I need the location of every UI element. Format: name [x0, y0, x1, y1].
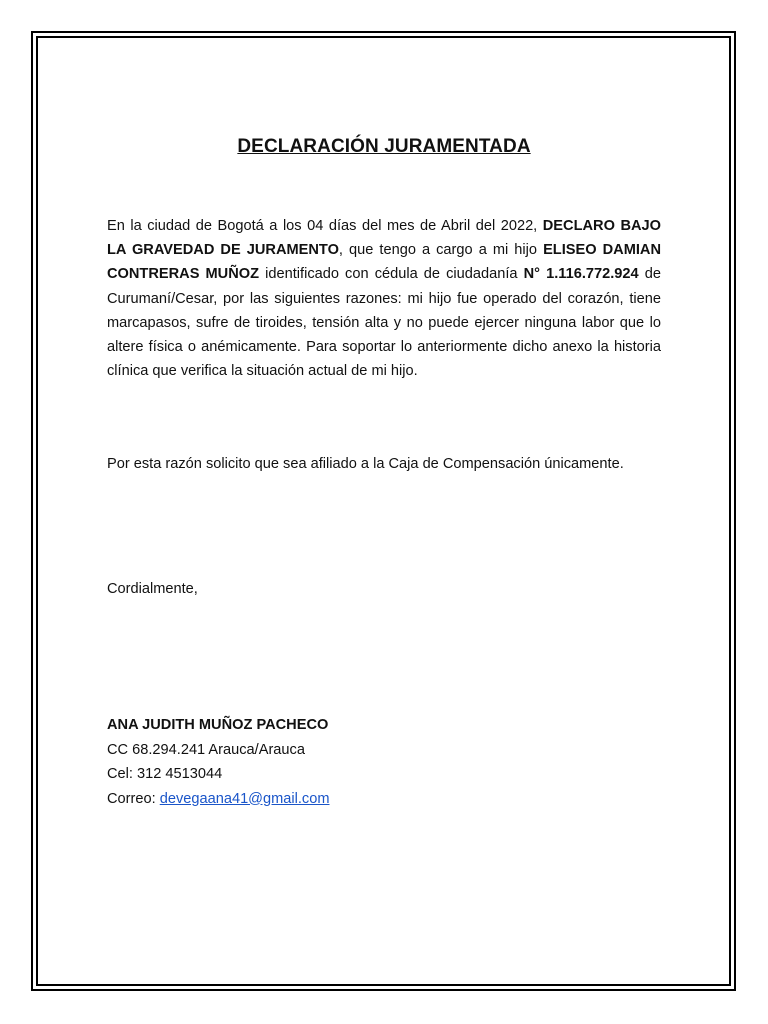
paragraph-text-4: de Curumaní/Cesar, por las siguientes razones: mi hijo fue operado del corazón, tiene marcapasos, sufre de tiroides, tensión alta y no puede ejercer ninguna labor que lo altere física o anémicamente. Para soportar lo anteriormente dicho anexo la historia clínica que verifica la situación actual de mi hijo. — [107, 266, 661, 380]
paragraph-bold-id-number: N° 1.116.772.924 — [523, 266, 639, 283]
page-border-inner — [36, 36, 731, 986]
paragraph-bold-son-name: ELISEO DAMIAN CONTRERAS MUÑOZ — [107, 242, 661, 283]
paragraph-text-1: En la ciudad de Bogotá a los 04 días del mes de Abril del 2022, — [107, 218, 543, 234]
email-link[interactable]: devegaana41@gmail.com — [159, 790, 330, 807]
declaration-paragraph — [107, 214, 661, 383]
paragraph-text-3: identificado con cédula de ciudadanía — [259, 266, 524, 283]
paragraph-bold-declaration: DECLARO BAJO LA GRAVEDAD DE JURAMENTO — [107, 218, 661, 259]
paragraph-text-2: , que tengo a cargo a mi hijo — [338, 242, 544, 259]
email-label: Correo: — [107, 790, 160, 807]
signer-email-line — [107, 787, 330, 812]
document-title: DECLARACIÓN JURAMENTADA — [237, 136, 531, 157]
request-paragraph: Por esta razón solicito que sea afiliado a la Caja de Compensación únicamente. — [107, 456, 624, 472]
signer-name: ANA JUDITH MUÑOZ PACHECO — [107, 717, 329, 733]
signer-id: CC 68.294.241 Arauca/Arauca — [107, 741, 305, 758]
signature-block — [107, 713, 330, 811]
signer-phone: Cel: 312 4513044 — [107, 766, 223, 782]
closing-salutation: Cordialmente, — [107, 581, 198, 597]
